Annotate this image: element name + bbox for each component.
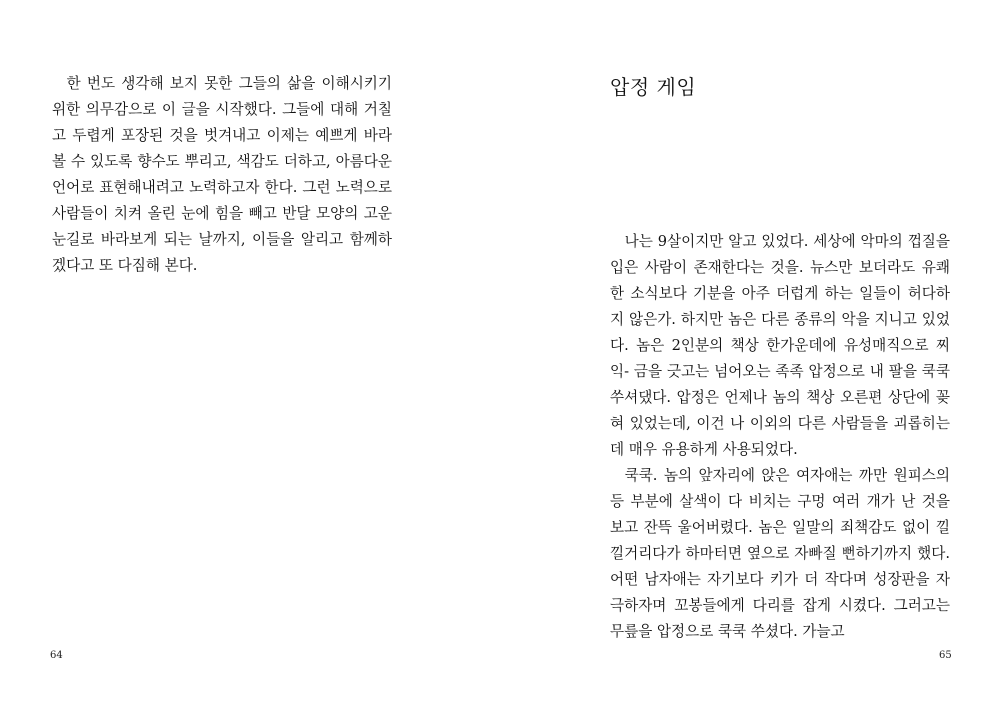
left-page-body	[52, 71, 392, 279]
right-page	[500, 0, 1000, 710]
page-number-right: 65	[939, 650, 952, 661]
right-paragraph-2: 쿡쿡. 놈의 앞자리에 앉은 여자애는 까만 원피스의 등 부분에 살색이 다 비치는 구멍 여러 개가 난 것을 보고 잔뜩 울어버렸다. 놈은 일말의 죄책감도 없이 낄낄거리다가 하마터면 옆으로 자빠질 뻔하기까지 했다. 어떤 남자애는 자기보다 키가 더 작다며 성장판을 자극하자며 꼬봉들에게 다리를 잡게 시켰다. 그러고는 무릎을 압정으로 쿡쿡 쑤셨다. 가늘고	[610, 467, 950, 640]
chapter-title: 압정 게임	[610, 75, 697, 99]
page-number-left: 64	[50, 650, 63, 661]
left-paragraph-1: 한 번도 생각해 보지 못한 그들의 삶을 이해시키기 위한 의무감으로 이 글을 시작했다. 그들에 대해 거칠고 두렵게 포장된 것을 벗겨내고 이제는 예쁘게 바라볼 수 있도록 향수도 뿌리고, 색감도 더하고, 아름다운 언어로 표현해내려고 노력하고자 한다. 그런 노력으로 사람들이 치켜 올린 눈에 힘을 빼고 반달 모양의 고운 눈길로 바라보게 되는 날까지, 이들을 알리고 함께하겠다고 또 다짐해 본다.	[52, 75, 392, 274]
right-page-body	[610, 229, 950, 645]
right-paragraph-1: 나는 9살이지만 알고 있었다. 세상에 악마의 껍질을 입은 사람이 존재한다는 것을. 뉴스만 보더라도 유쾌한 소식보다 기분을 아주 더럽게 하는 일들이 허다하지 않은가. 하지만 놈은 다른 종류의 악을 지니고 있었다. 놈은 2인분의 책상 한가운데에 유성매직으로 찌익- 금을 긋고는 넘어오는 족족 압정으로 내 팔을 쿡쿡 쑤셔댔다. 압정은 언제나 놈의 책상 오른편 상단에 꽂혀 있었는데, 이건 나 이외의 다른 사람들을 괴롭히는데 매우 유용하게 사용되었다.	[610, 233, 950, 458]
